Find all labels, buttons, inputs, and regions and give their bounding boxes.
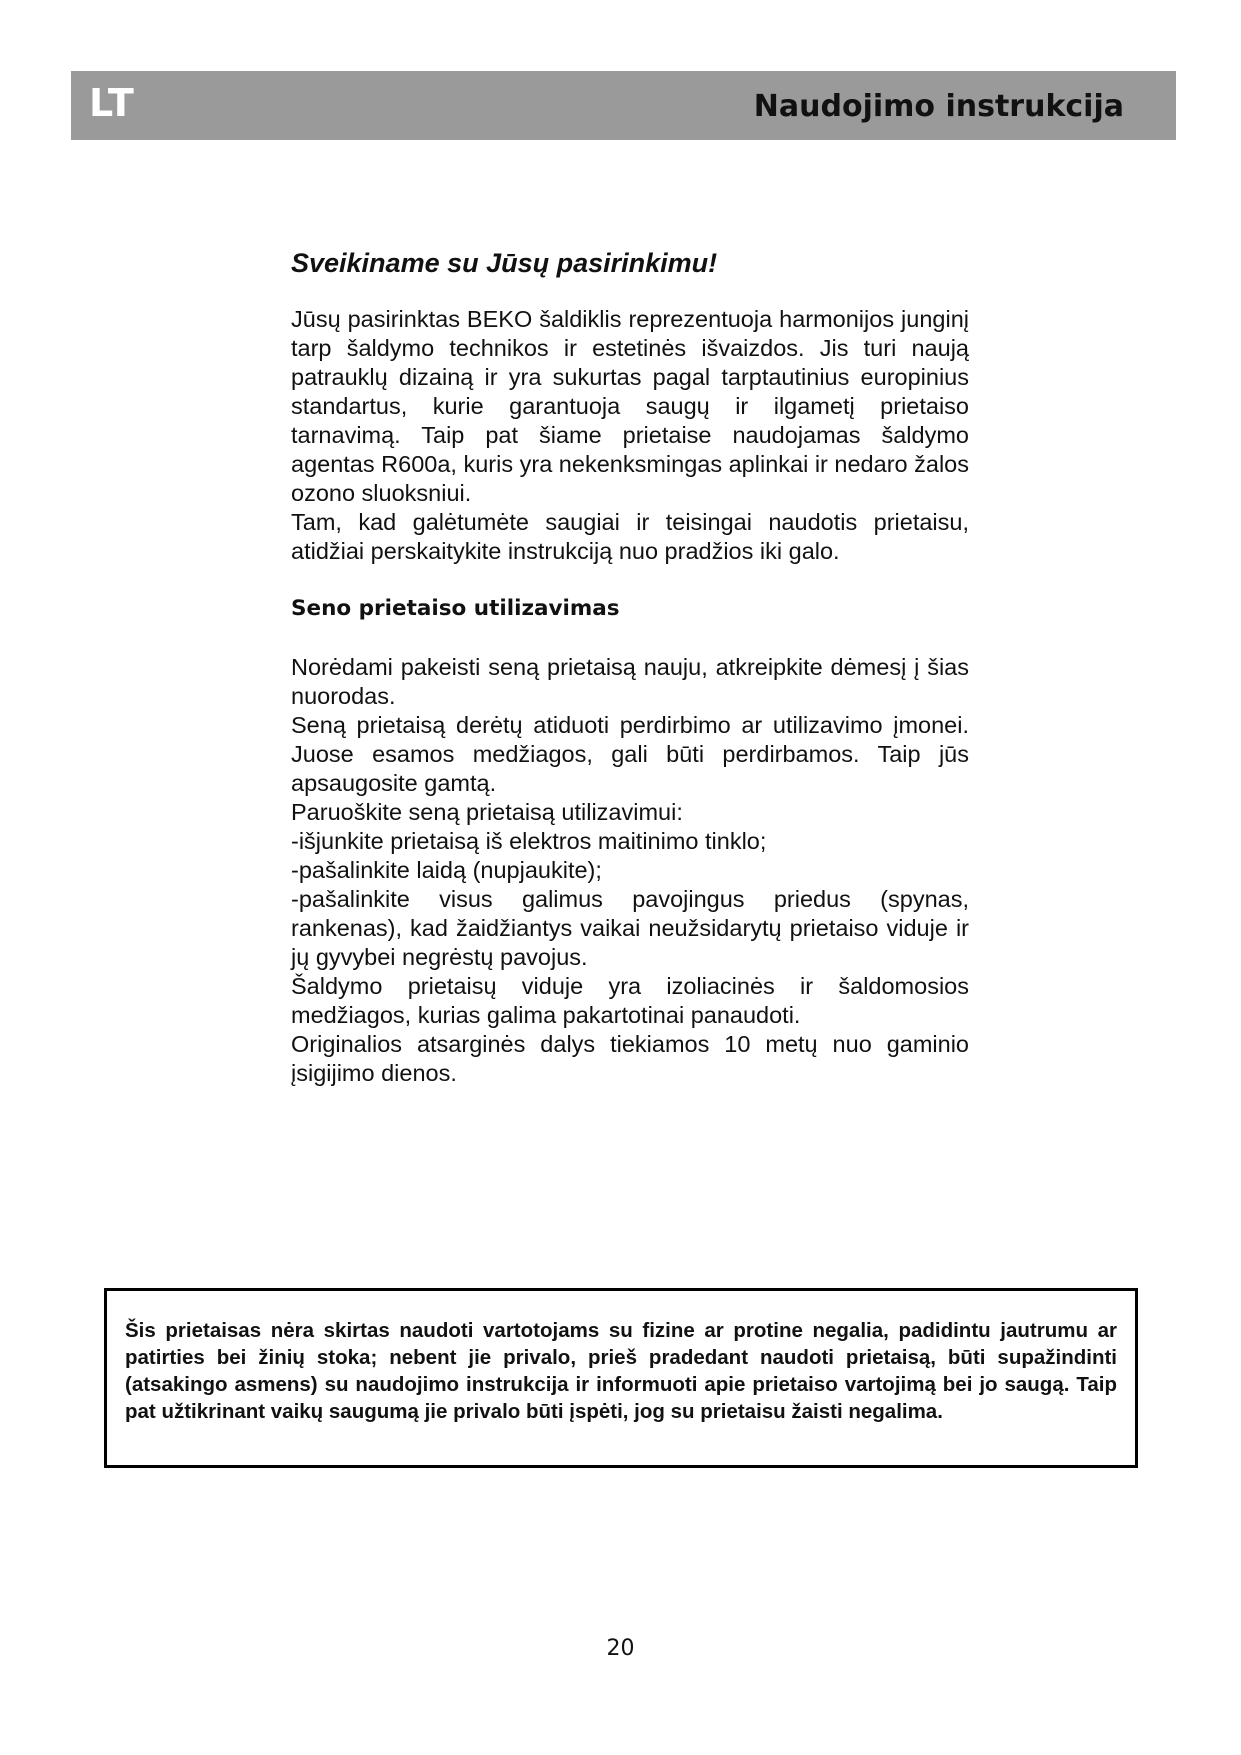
language-code: LT: [89, 81, 135, 125]
intro-paragraph: Jūsų pasirinktas BEKO šaldiklis reprezentuoja harmonijos junginį tarp šaldymo technikos ir estetinės išvaizdos. Jis turi naują patrauklų dizainą ir yra sukurtas pagal tarptautinius europinius standartus, kurie garantuoja saugų ir ilgametį prietaiso tarnavimą. Taip pat šiame prietaise naudojamas šaldymo agentas R600a, kuris yra nekenksmingas aplinkai ir nedaro žalos ozono sluoksniui.: [291, 306, 969, 506]
page-number: 20: [606, 1636, 635, 1661]
disposal-paragraph: Paruoškite seną prietaisą utilizavimui:: [291, 799, 683, 825]
greeting-heading: Sveikiname su Jūsų pasirinkimu!: [291, 248, 718, 278]
disposal-paragraph: Norėdami pakeisti seną prietaisą nauju, atkreipkite dėmesį į šias nuorodas.: [291, 654, 969, 709]
disposal-list-item: -pašalinkite visus galimus pavojingus priedus (spynas, rankenas), kad žaidžiantys vaikai neužsidarytų prietaiso viduje ir jų gyvybei negrėstų pavojus.: [291, 886, 969, 970]
intro-paragraph: Tam, kad galėtumėte saugiai ir teisingai naudotis prietaisu, atidžiai perskaitykite instrukciją nuo pradžios iki galo.: [291, 509, 969, 564]
disposal-paragraph: Seną prietaisą derėtų atiduoti perdirbimo ar utilizavimo įmonei. Juose esamos medžiagos, gali būti perdirbamos. Taip jūs apsaugosite gamtą.: [291, 712, 969, 796]
disposal-list-item: -pašalinkite laidą (nupjaukite);: [291, 857, 602, 883]
header-bar: [71, 71, 1176, 140]
main-content: [291, 248, 969, 1088]
disposal-list-item: -išjunkite prietaisą iš elektros maitinimo tinklo;: [291, 828, 767, 854]
safety-notice-box: [104, 1288, 1138, 1468]
safety-notice-text: Šis prietaisas nėra skirtas naudoti vartotojams su fizine ar protine negalia, padidintu jautrumu ar patirties bei žinių stoka; nebent jie privalo, prieš pradedant naudoti prietaisą, būti supažindinti (atsakingo asmens) su naudojimo instrukcija ir informuoti apie prietaiso vartojimą bei jo saugą. Taip pat užtikrinant vaikų saugumą jie privalo būti įspėti, jog su prietaisu žaisti negalima.: [125, 1319, 1117, 1423]
manual-title: Naudojimo instrukcija: [753, 89, 1124, 124]
disposal-paragraph: Originalios atsarginės dalys tiekiamos 10 metų nuo gaminio įsigijimo dienos.: [291, 1031, 969, 1086]
disposal-heading: Seno prietaiso utilizavimas: [291, 596, 620, 621]
disposal-paragraph: Šaldymo prietaisų viduje yra izoliacinės ir šaldomosios medžiagos, kurias galima pakartotinai panaudoti.: [291, 973, 969, 1028]
